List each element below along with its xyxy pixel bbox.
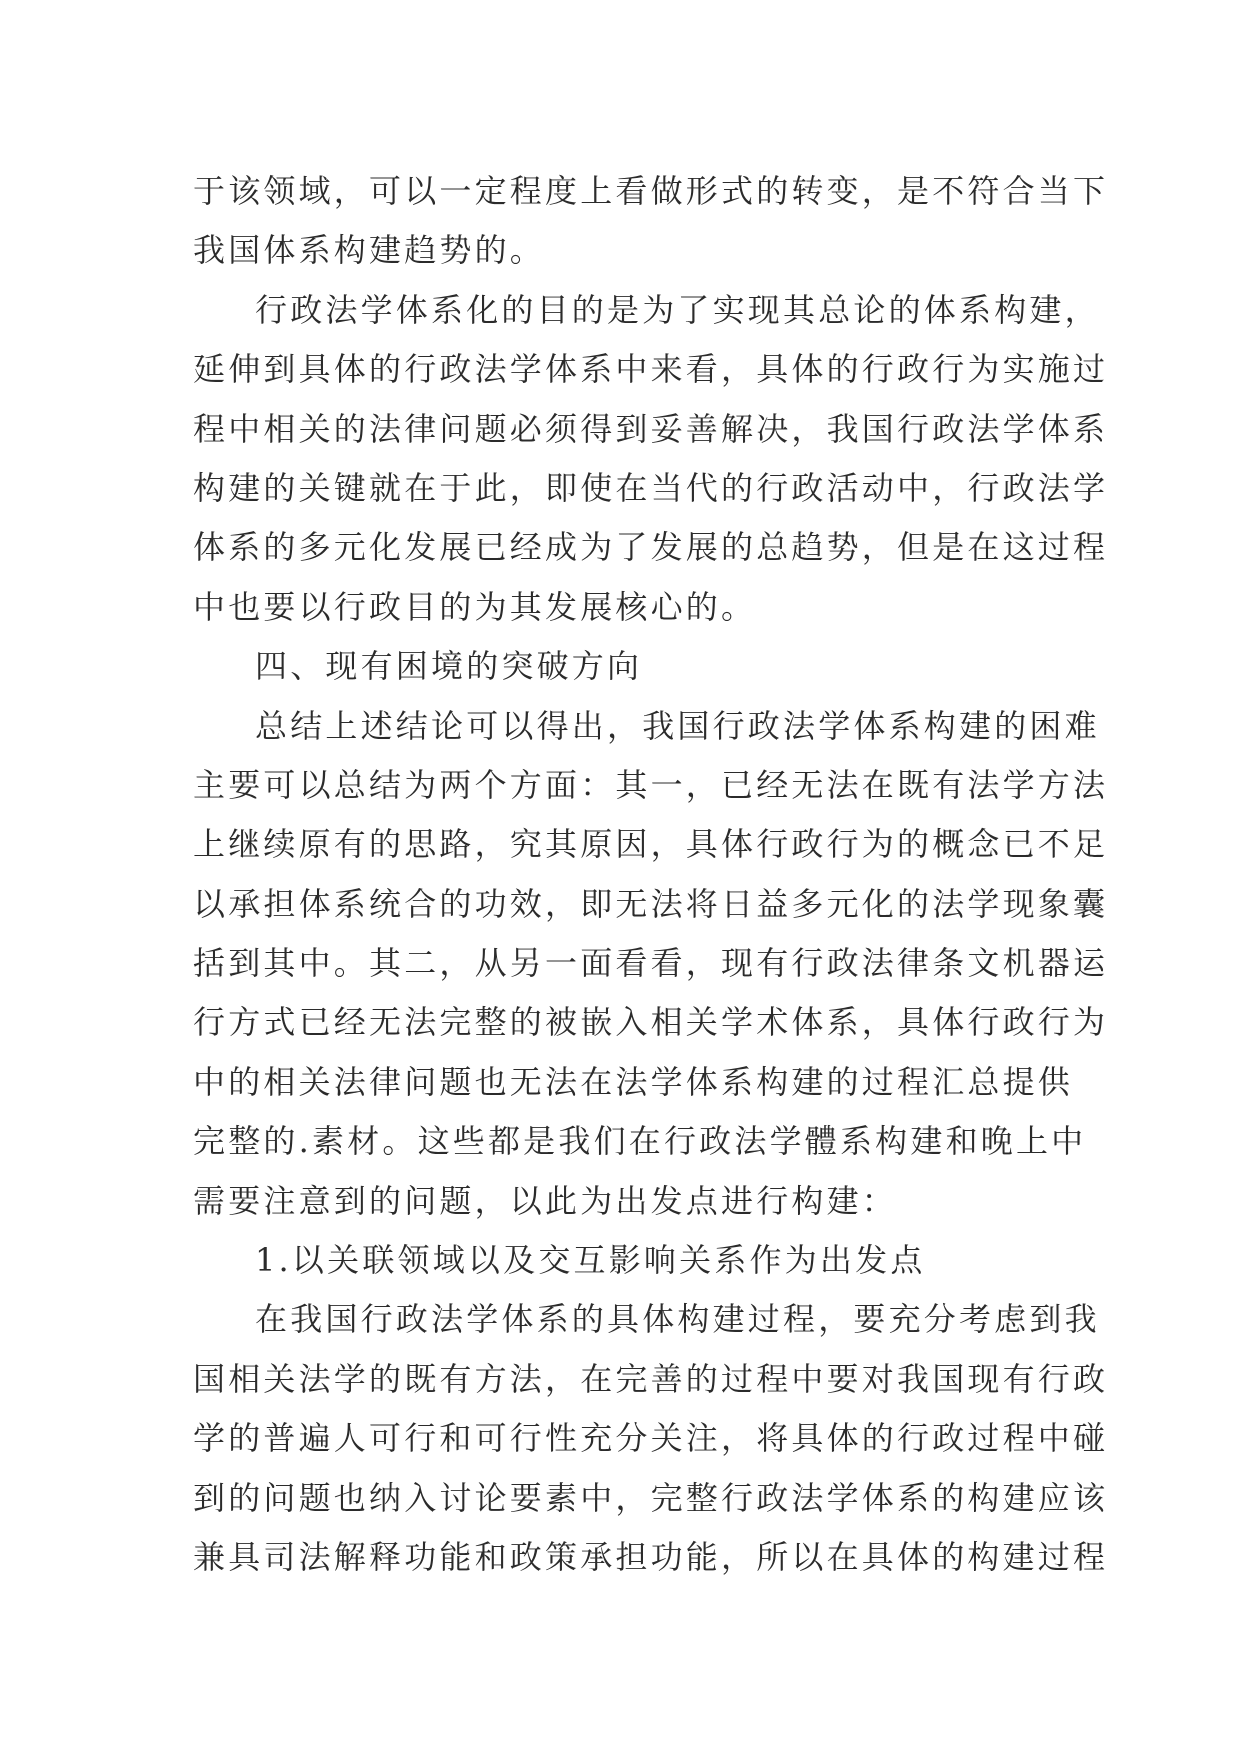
text-line: 行方式已经无法完整的被嵌入相关学术体系，具体行政行为 [193,1003,1109,1042]
text-line: 括到其中。其二，从另一面看看，现有行政法律条文机器运 [193,944,1109,983]
text-line: 延伸到具体的行政法学体系中来看，具体的行政行为实施过 [193,350,1109,389]
text-line: 我国体系构建趋势的。 [193,231,546,270]
text-line: 主要可以总结为两个方面：其一，已经无法在既有法学方法 [193,765,1109,804]
body-text [193,162,1109,1587]
text-line: 程中相关的法律问题必须得到妥善解决，我国行政法学体系 [193,409,1109,448]
text-line: 四、现有困境的突破方向 [255,647,643,686]
text-line: 上继续原有的思路，究其原因，具体行政行为的概念已不足 [193,825,1109,864]
text-line: 总结上述结论可以得出，我国行政法学体系构建的困难 [255,706,1100,745]
text-line: 构建的关键就在于此，即使在当代的行政活动中，行政法学 [193,468,1109,507]
text-line: 中也要以行政目的为其发展核心的。 [193,587,757,626]
text-line: 体系的多元化发展已经成为了发展的总趋势，但是在这过程 [193,528,1109,567]
text-line: 到的问题也纳入讨论要素中，完整行政法学体系的构建应该 [193,1478,1109,1517]
text-line: 学的普遍人可行和可行性充分关注，将具体的行政过程中碰 [193,1419,1109,1458]
text-line: 以承担体系统合的功效，即无法将日益多元化的法学现象囊 [193,884,1109,923]
text-line: 国相关法学的既有方法，在完善的过程中要对我国现有行政 [193,1359,1109,1398]
text-line: 于该领域，可以一定程度上看做形式的转变，是不符合当下 [193,172,1109,210]
text-line: 行政法学体系化的目的是为了实现其总论的体系构建， [255,290,1100,329]
text-line: 在我国行政法学体系的具体构建过程，要充分考虑到我 [255,1300,1100,1339]
text-line: 兼具司法解释功能和政策承担功能，所以在具体的构建过程 [193,1537,1109,1576]
text-line: 1.以关联领域以及交互影响关系作为出发点 [255,1241,926,1280]
text-line: 完整的.素材。这些都是我们在行政法学體系构建和晚上中 [193,1122,1087,1161]
text-line: 中的相关法律问题也无法在法学体系构建的过程汇总提供 [193,1062,1074,1101]
text-line: 需要注意到的问题，以此为出发点进行构建： [193,1181,898,1220]
